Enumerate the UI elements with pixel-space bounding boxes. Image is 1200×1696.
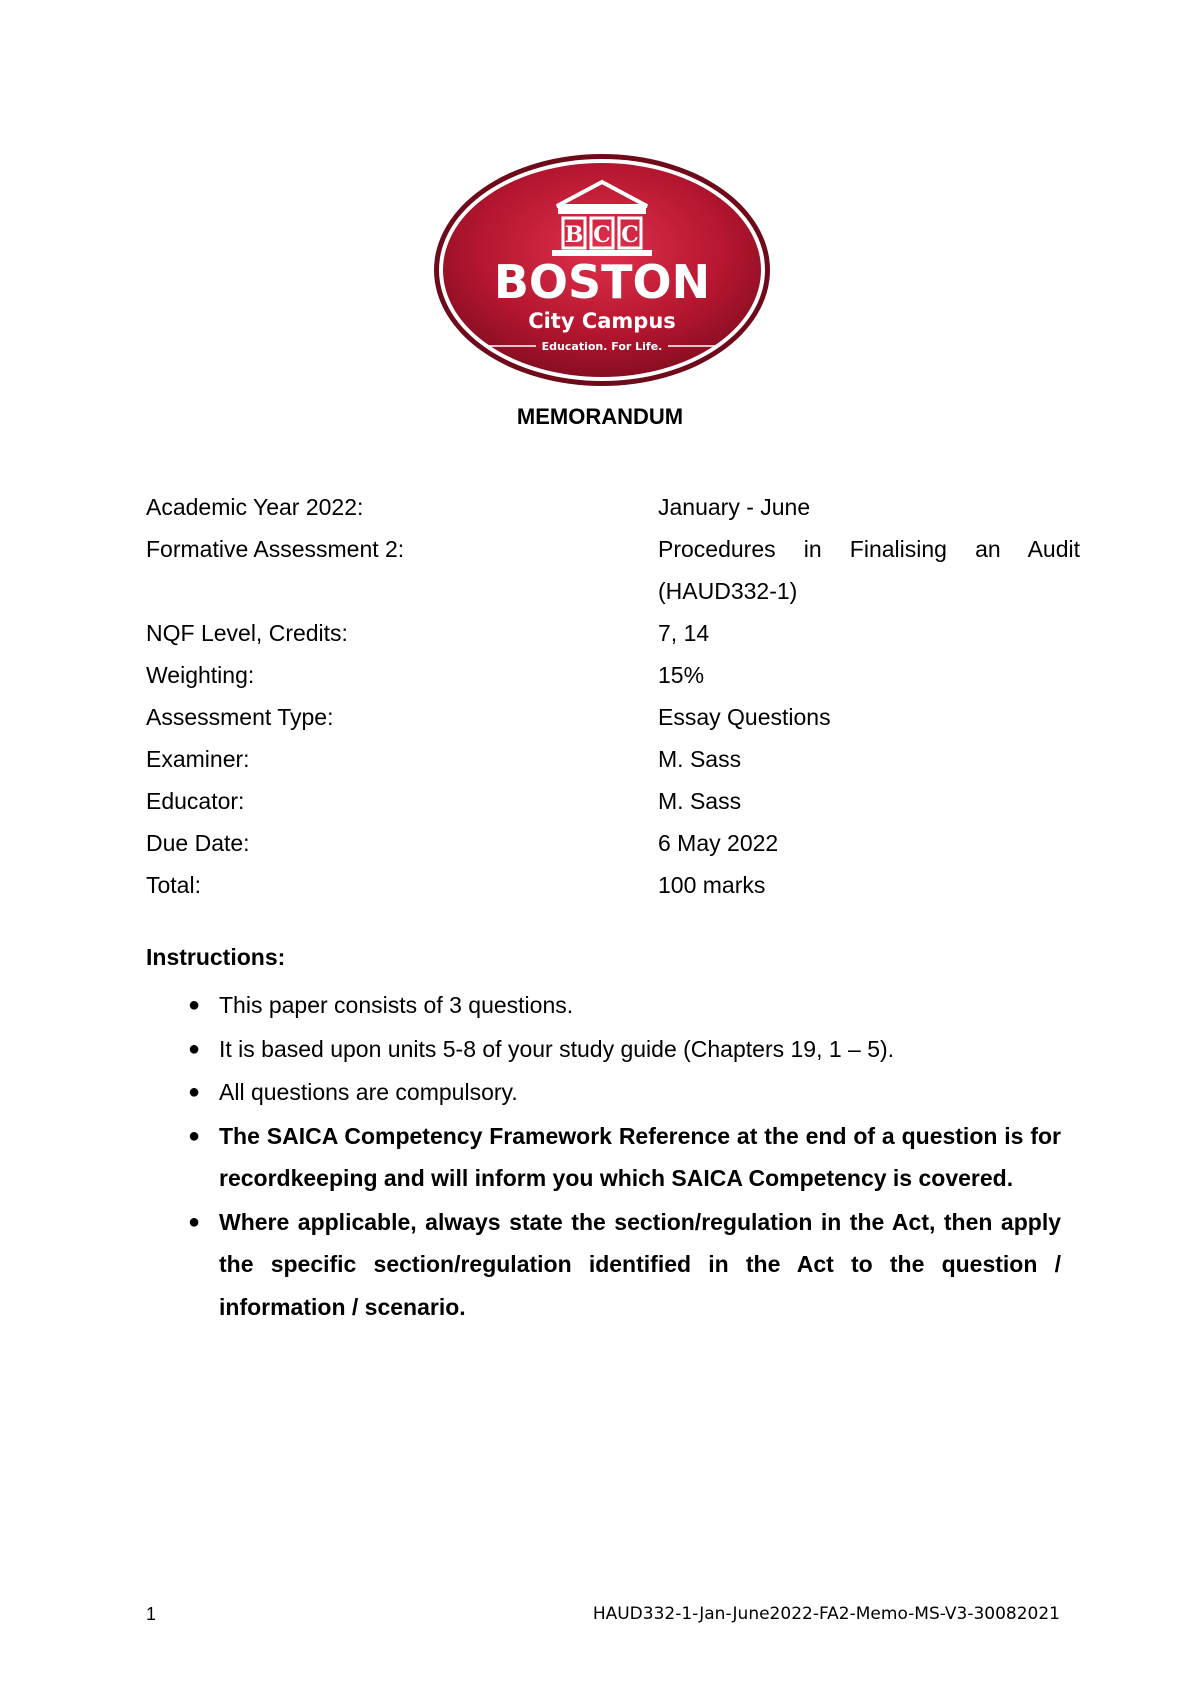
detail-row-educator [146,780,1080,822]
detail-row-due-date [146,822,1080,864]
detail-value: 15% [658,662,705,688]
detail-value: Procedures in Finalising an Audit (HAUD332-1) [658,536,1080,604]
instruction-item [146,1201,1061,1329]
logo-subname: City Campus [528,309,676,333]
assessment-details [146,486,1080,906]
detail-row-assessment-type [146,696,1080,738]
detail-row-formative-assessment [146,528,1080,612]
detail-label: Due Date: [146,830,250,856]
instruction-text: This paper consists of 3 questions. [219,992,574,1018]
instruction-text: Where applicable, always state the section/regulation in the Act, then apply the specific section/regulation identified in the Act to the question / information / scenario. [219,1208,1061,1320]
bullet-icon: ● [188,1124,201,1147]
detail-row-examiner [146,738,1080,780]
memorandum-title: MEMORANDUM [516,404,684,429]
bullet-icon: ● [188,1037,201,1060]
detail-label: Formative Assessment 2: [146,536,405,562]
detail-value: 7, 14 [658,620,710,646]
page-number: 1 [146,1604,157,1624]
detail-label: Examiner: [146,746,250,772]
bullet-icon: ● [188,1081,201,1103]
detail-label: Academic Year 2022: [146,494,364,520]
detail-value: 100 marks [658,872,766,898]
logo-tagline: Education. For Life. [541,340,663,353]
instruction-item [146,1071,1061,1114]
detail-label: NQF Level, Credits: [146,620,348,646]
detail-value: 6 May 2022 [658,830,779,856]
detail-row-weighting [146,654,1080,696]
detail-value: January - June [658,494,811,520]
instruction-text: All questions are compulsory. [219,1079,518,1105]
detail-row-total [146,864,1080,906]
svg-text:B: B [564,222,584,248]
detail-value: M. Sass [658,746,742,772]
detail-row-nqf-level [146,612,1080,654]
instruction-item [146,984,1061,1027]
detail-label: Assessment Type: [146,704,334,730]
instruction-text: The SAICA Competency Framework Reference at the end of a question is for recordkeeping and will inform you which SAICA Competency is covered. [219,1122,1061,1191]
bullet-icon: ● [188,994,201,1016]
boston-city-campus-logo [432,152,772,388]
instruction-text: It is based upon units 5-8 of your study guide (Chapters 19, 1 – 5). [219,1035,895,1062]
instructions-heading: Instructions: [146,944,286,970]
instruction-item [146,1028,1061,1071]
detail-value: Essay Questions [658,704,831,730]
detail-value: M. Sass [658,788,742,814]
detail-row-academic-year [146,486,1080,528]
svg-text:C: C [593,222,611,248]
document-code: HAUD332-1-Jan-June2022-FA2-Memo-MS-V3-30082021 [592,1604,1060,1624]
svg-text:C: C [621,222,639,248]
detail-label: Weighting: [146,662,255,688]
logo-name: BOSTON [493,255,711,309]
bullet-icon: ● [188,1210,201,1233]
instruction-item [146,1115,1061,1200]
detail-label: Educator: [146,788,245,814]
instructions-list [146,984,1061,1329]
detail-label: Total: [146,872,201,898]
